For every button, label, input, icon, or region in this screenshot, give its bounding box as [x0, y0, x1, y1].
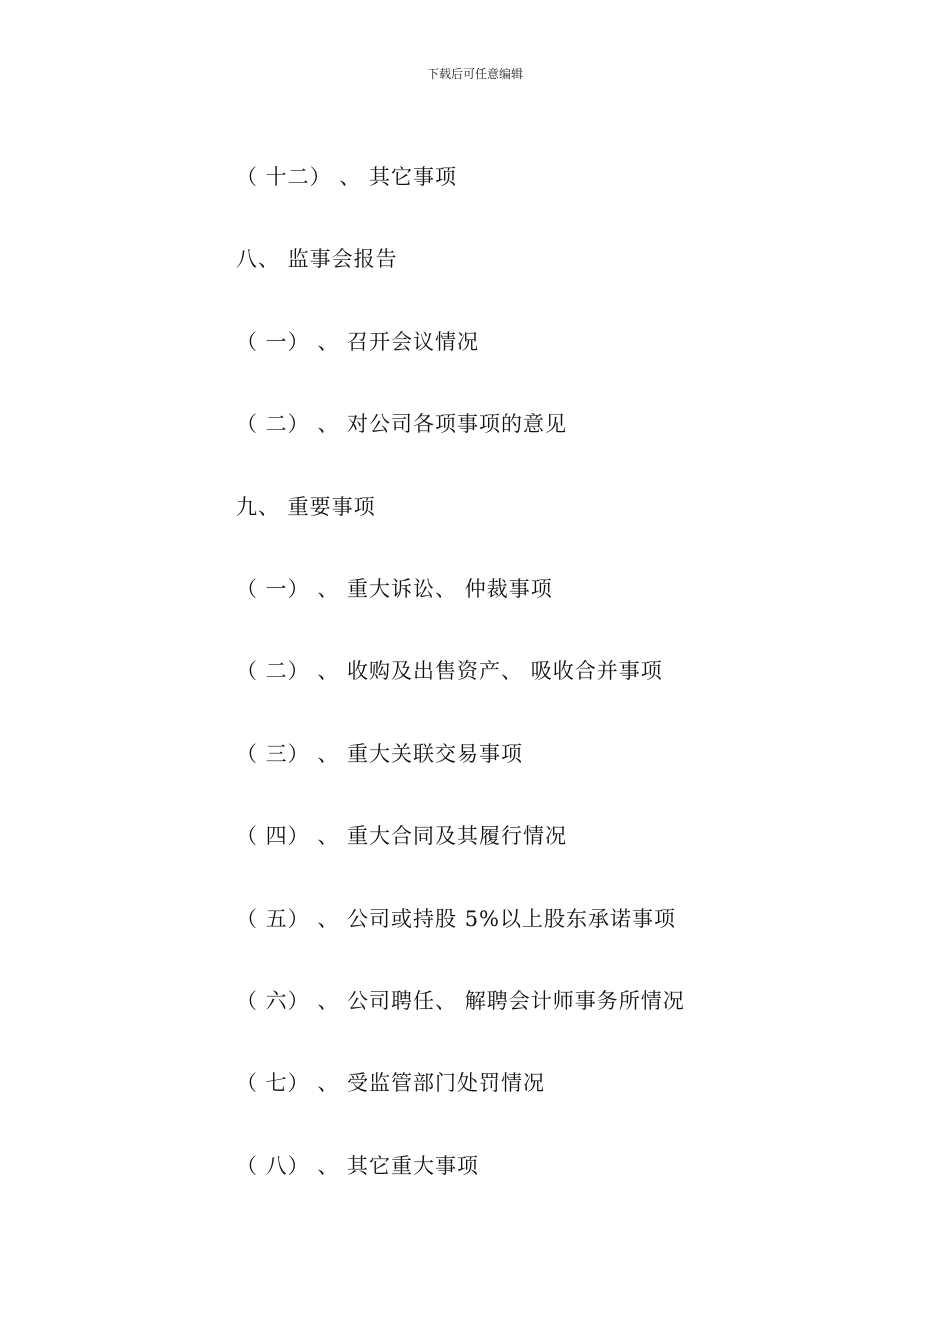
toc-item-other-matters-12: （ 十二） 、 其它事项: [236, 165, 458, 189]
toc-section-important-matters: 九、 重要事项: [236, 494, 376, 519]
toc-item-acquisition-sale-merger: （ 二） 、 收购及出售资产、 吸收合并事项: [236, 659, 663, 684]
toc-item-accounting-firm: （ 六） 、 公司聘任、 解聘会计师事务所情况: [236, 988, 685, 1013]
toc-item-meetings-held: （ 一） 、 召开会议情况: [236, 329, 480, 354]
toc-section-supervisory-board-report: 八、 监事会报告: [236, 247, 398, 272]
table-of-contents: [236, 160, 896, 1231]
toc-item-shareholder-commitments: （ 五） 、 公司或持股 5%以上股东承诺事项: [236, 906, 677, 931]
toc-item-major-contracts: （ 四） 、 重大合同及其履行情况: [236, 824, 568, 849]
page-header-note: 下载后可任意编辑: [426, 67, 523, 81]
toc-item-litigation-arbitration: （ 一） 、 重大诉讼、 仲裁事项: [236, 576, 553, 601]
toc-item-regulatory-penalties: （ 七） 、 受监管部门处罚情况: [236, 1071, 546, 1096]
toc-item-opinions-on-matters: （ 二） 、 对公司各项事项的意见: [236, 412, 568, 437]
toc-item-other-major-matters: （ 八） 、 其它重大事项: [236, 1153, 480, 1178]
toc-item-related-transactions: （ 三） 、 重大关联交易事项: [236, 741, 524, 766]
